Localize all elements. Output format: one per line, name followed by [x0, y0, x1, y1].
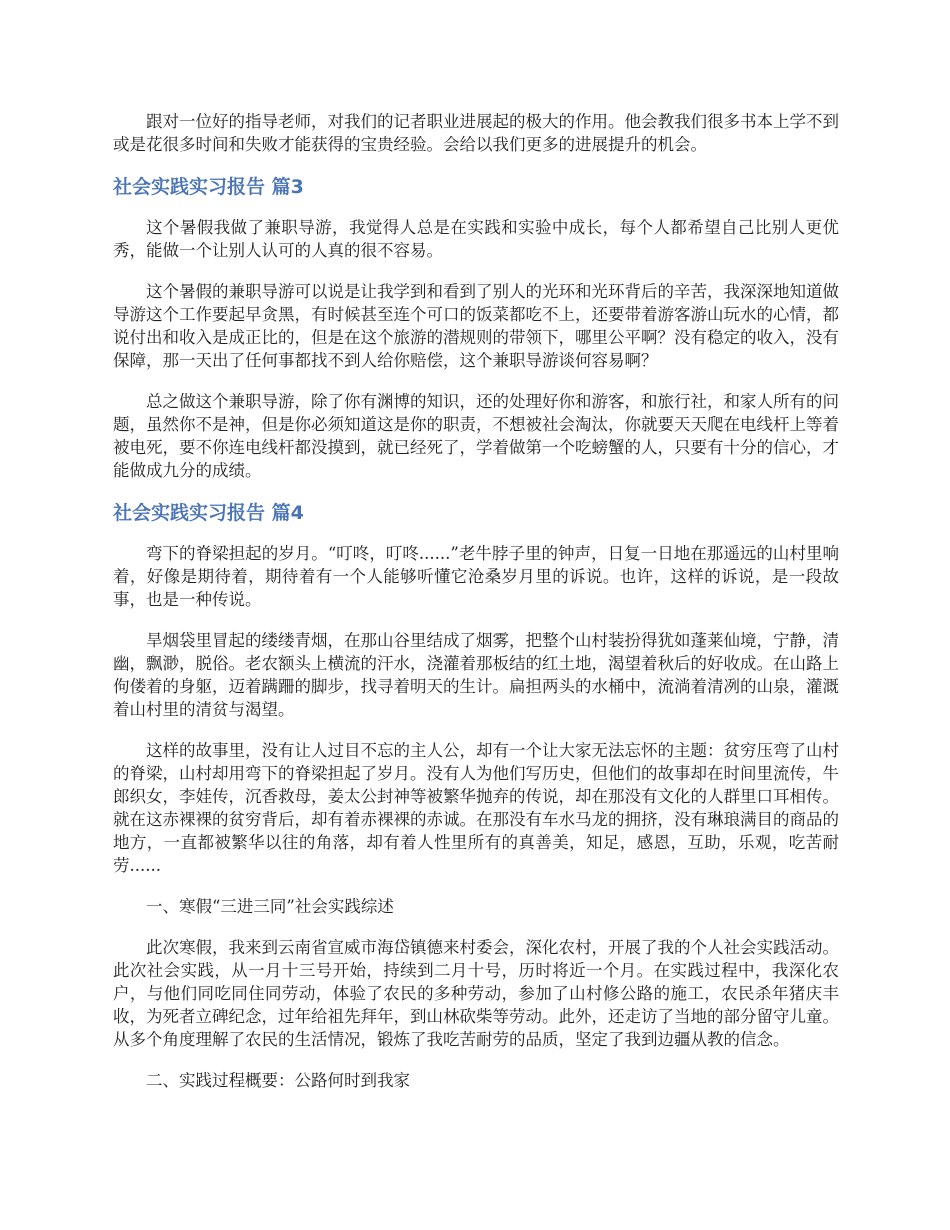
section-heading-4: 社会实践实习报告 篇4: [113, 502, 304, 524]
section-heading-3: 社会实践实习报告 篇3: [113, 176, 304, 198]
document-page: [113, 110, 839, 1110]
paragraph: 此次寒假，我来到云南省宣威市海岱镇德来村委会，深化农村，开展了我的个人社会实践活动。此次社会实践，从一月十三号开始，持续到二月十号，历时将近一个月。在实践过程中，我深化农户，与他们同吃同住同劳动，体验了农民的多种劳动，参加了山村修公路的施工，农民杀年猪庆丰收，为死者立碑纪念，过年给祖先拜年，到山林砍柴等劳动。此外，还走访了当地的部分留守儿童。从多个角度理解了农民的生活情况，锻炼了我吃苦耐劳的品质，坚定了我到边疆从教的信念。: [113, 938, 839, 1049]
paragraph: 这个暑假我做了兼职导游，我觉得人总是在实践和实验中成长，每个人都希望自己比别人更优秀，能做一个让别人认可的人真的很不容易。: [113, 218, 839, 260]
subheading-paragraph: 一、寒假“三进三同”社会实践综述: [146, 897, 394, 916]
paragraph: 旱烟袋里冒起的缕缕青烟，在那山谷里结成了烟雾，把整个山村装扮得犹如蓬莱仙境，宁静，清幽，飘渺，脱俗。老农额头上横流的汗水，浇灌着那板结的红土地，渴望着秋后的好收成。在山路上佝偻着的身躯，迈着蹒跚的脚步，找寻着明天的生计。扁担两头的水桶中，流淌着清冽的山泉，灌溉着山村里的清贫与渴望。: [113, 631, 839, 719]
paragraph: 这样的故事里，没有让人过目不忘的主人公，却有一个让大家无法忘怀的主题：贫穷压弯了山村的脊梁，山村却用弯下的脊梁担起了岁月。没有人为他们写历史，但他们的故事却在时间里流传，牛郎织女，李娃传，沉香救母，姜太公封神等被繁华抛弃的传说，却在那没有文化的人群里口耳相传。就在这赤裸裸的贫穷背后，却有着赤裸裸的赤诚。在那没有车水马龙的拥挤，没有琳琅满目的商品的地方，一直都被繁华以往的角落，却有着人性里所有的真善美，知足，感恩，互助，乐观，吃苦耐劳......: [113, 741, 839, 875]
paragraph: 总之做这个兼职导游，除了你有渊博的知识，还的处理好你和游客，和旅行社，和家人所有的问题，虽然你不是神，但是你必须知道这是你的职责，不想被社会淘汰，你就要天天爬在电线杆上等着被电死，要不你连电线杆都没摸到，就已经死了，学着做第一个吃螃蟹的人，只要有十分的信心，才能做成九分的成绩。: [113, 392, 839, 480]
subheading-paragraph: 二、实践过程概要：公路何时到我家: [146, 1071, 410, 1090]
paragraph: 弯下的脊梁担起的岁月。“叮咚，叮咚......”老牛脖子里的钟声，日复一日地在那遥远的山村里响着，好像是期待着，期待着有一个人能够听懂它沧桑岁月里的诉说。也许，这样的诉说，是一段故事，也是一种传说。: [113, 544, 839, 609]
paragraph: 这个暑假的兼职导游可以说是让我学到和看到了别人的光环和光环背后的辛苦，我深深地知道做导游这个工作要起早贪黑，有时候甚至连个可口的饭菜都吃不上，还要带着游客游山玩水的心情，都说付出和收入是成正比的，但是在这个旅游的潜规则的带领下，哪里公平啊？没有稳定的收入，没有保障，那一天出了任何事都找不到人给你赔偿，这个兼职导游谈何容易啊？: [113, 282, 839, 370]
paragraph-intro: 跟对一位好的指导老师，对我们的记者职业进展起的极大的作用。他会教我们很多书本上学不到或是花很多时间和失败才能获得的宝贵经验。会给以我们更多的进展提升的机会。: [113, 112, 839, 154]
